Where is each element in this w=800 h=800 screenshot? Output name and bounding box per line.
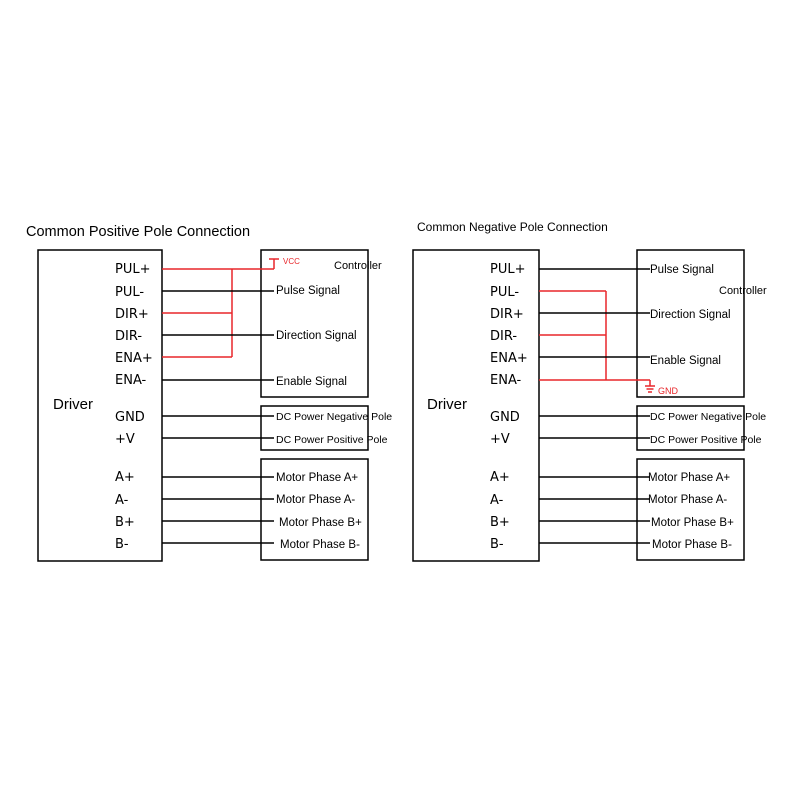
left-pin-ena-minus: ENA-	[115, 373, 147, 388]
right-enable-signal: Enable Signal	[650, 355, 721, 367]
right-controller-label: Controller	[719, 285, 767, 297]
left-dc-positive: DC Power Positive Pole	[276, 434, 388, 446]
right-motor-a-plus: Motor Phase A+	[648, 472, 731, 484]
left-pin-a-minus: A-	[115, 493, 129, 508]
right-driver-label: Driver	[427, 396, 467, 413]
left-driver-label: Driver	[53, 396, 93, 413]
left-pin-b-plus: B+	[115, 515, 135, 530]
right-pin-ena-plus: ENA+	[490, 351, 528, 366]
right-title: Common Negative Pole Connection	[417, 220, 608, 234]
right-motor-b-plus: Motor Phase B+	[651, 517, 734, 529]
right-pin-pul-minus: PUL-	[490, 285, 520, 300]
right-pin-gnd: GND	[490, 410, 520, 425]
left-pulse-signal: Pulse Signal	[276, 285, 340, 297]
left-pin-a-plus: A+	[115, 470, 135, 485]
right-pin-vplus: +V	[490, 432, 510, 447]
left-direction-signal: Direction Signal	[276, 330, 357, 342]
left-title: Common Positive Pole Connection	[26, 224, 251, 240]
left-enable-signal: Enable Signal	[276, 376, 347, 388]
left-vcc-label: VCC	[283, 257, 300, 266]
right-pin-a-plus: A+	[490, 470, 510, 485]
left-pin-b-minus: B-	[115, 537, 129, 552]
right-pin-ena-minus: ENA-	[490, 373, 522, 388]
right-pin-dir-minus: DIR-	[490, 329, 518, 344]
right-pin-pul-plus: PUL+	[490, 262, 526, 277]
right-dc-negative: DC Power Negative Pole	[650, 411, 767, 423]
left-motor-a-minus: Motor Phase A-	[276, 494, 356, 506]
right-motor-b-minus: Motor Phase B-	[652, 539, 732, 551]
right-pin-b-minus: B-	[490, 537, 504, 552]
right-dc-positive: DC Power Positive Pole	[650, 434, 762, 446]
right-pulse-signal: Pulse Signal	[650, 264, 714, 276]
right-pin-dir-plus: DIR+	[490, 307, 524, 322]
left-controller-label: Controller	[334, 260, 382, 272]
right-pin-b-plus: B+	[490, 515, 510, 530]
right-gnd-label: GND	[658, 386, 678, 396]
common-negative-diagram	[413, 220, 767, 561]
left-controller-box	[261, 250, 368, 397]
left-pin-dir-minus: DIR-	[115, 329, 143, 344]
right-motor-a-minus: Motor Phase A-	[648, 494, 728, 506]
common-positive-diagram	[26, 224, 392, 561]
left-pin-vplus: +V	[115, 432, 135, 447]
right-direction-signal: Direction Signal	[650, 309, 731, 321]
left-signal-wires	[162, 291, 274, 543]
left-pin-ena-plus: ENA+	[115, 351, 153, 366]
right-signal-wires	[539, 269, 650, 543]
left-dc-negative: DC Power Negative Pole	[276, 411, 393, 423]
left-motor-b-minus: Motor Phase B-	[280, 539, 360, 551]
left-pin-pul-minus: PUL-	[115, 285, 145, 300]
right-pin-a-minus: A-	[490, 493, 504, 508]
left-pin-gnd: GND	[115, 410, 145, 425]
left-pin-dir-plus: DIR+	[115, 307, 149, 322]
left-motor-a-plus: Motor Phase A+	[276, 472, 359, 484]
left-motor-b-plus: Motor Phase B+	[279, 517, 362, 529]
left-pin-pul-plus: PUL+	[115, 262, 151, 277]
